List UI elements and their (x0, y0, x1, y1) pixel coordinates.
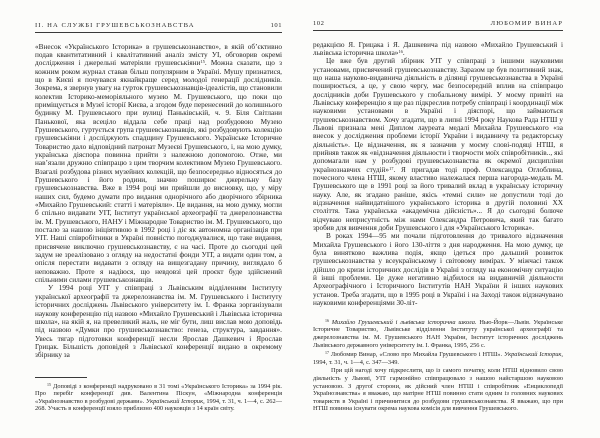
running-title-author: ЛЮБОМИР ВИНАР (490, 20, 563, 27)
footnotes-right (313, 319, 563, 413)
header-rule-left (35, 32, 282, 33)
footnote-separator-rule (35, 377, 87, 378)
footnote-15: $^{15}$ Доповіді з конференції надруковано в 31 томі «Українського Історика» за 1994 рік. Про перебіг конференції див. Валентина Піскун, «Міжнародна конференція «Українознавство в розбудові держави». Український Історик, 1994, т. 31, ч. 1—4, с. 262—268. Участь в конференції взяло приблизно 400 науковців з 14 країн світу. (35, 381, 282, 413)
page-number-right: 102 (313, 20, 325, 27)
body-text-right (313, 41, 563, 315)
footnote-17-continuation: При цій нагоді хочу підкреслити, що із самого початку, коли НТШ відновило свою діяльність у Львові, УІТ гармонійно співпрацювало з нашою найстаршою науковою установою. З другої сторони, як дійсний член НТШ і співробітник «Енциклопедії Українознавства» я вважаю, що матірне НТШ повинно стати одним із головних наукових товариств в Україні і причинитися до розбудови грушевськознавства. Я вважаю, що при НТШ повинна існувати окрема наукова комісія для вивчення Грушевського. (313, 367, 563, 413)
page-number-left: 101 (270, 22, 282, 29)
running-head-right (313, 20, 563, 27)
body-text-left (35, 43, 282, 374)
paragraph: В роках 1994—95 ми почали підготовлення до тривалого відзначення Михайла Грушевського і його 130-ліття з дня народження. На мою думку, це була винятково важлива подія, якщо ідеться про дальший розвиток грушевськознавства у всеукраїнському і світовому вимірах. У міжчасі також дійшло до кризи історичних дослідів в Україні з огляду на економічну ситуацію й інші проблеми. Це дуже негативно відбилося на видавничій діяльности Археографічного і Історичного Інститутів НАН України й інших наукових установ. Треба згадати, що в 1995 році в Україні і на Заході також відзначувано науковими конференціями 30-літ- (313, 232, 563, 308)
section-title: ІІ. НА СЛУЖБІ ГРУШЕВСЬКОЗНАВСТВА (35, 22, 195, 29)
footnote-17: $^{17}$ Любомир Винар, «Слово про Михайла Грушевського і НТШ». Український Історик, 1994, т. 31, ч. 1—4, с. 347—349. (313, 350, 563, 366)
paragraph: «Внесок «Українського Історика» в грушевськознавство», в якій об’єктивно подав квантитативний і квалітативний аналіз змісту УІ, обговорив окремі дослідження і джерельні матеріяли грушевськіяни$^{15}$. Можна сказати, що з кожним роком журнал ставав більш популярним в Україні. Мушу признатися, що в Києві я почувався якнайкраще серед молодої генерації дослідників. Зокрема, я звернув увагу на гурток грушевськознавців-ідеалістів, що становили колектив Історико-меморіяльного музею М. Грушевського, що поки що приміщується в Музеї історії Києва, а згодом буде перенесений до колишнього будинку М. Грушевського при вулиці Паньківській, ч. 9. Біля Світлани Панькової, яка всеціло віддала себе праці над розбудовою Музею Грушевського, гуртується група грушевськознавців, які розбудовують колекцію грушевськіяни і досліджують спадщину Грушевського. Українське Історичне Товариство дало відповідний патронат Музеєві Грушевського, і, на мою думку, українська діяспора повинна прийти з належною допомогою. Отже, ми нав’язали дружню співпрацю з цим творчим колективом Музею Грушевського. Взагалі розбудова різних музейних колекцій, що безпосередньо відносяться до Грушевського і його родини, значно поширює джерельну базу грушевськознавства. Вже в 1994 році ми прийшли до висновку, що, у міру наших сил, будемо думати про видання однорічного або дворічного збірника «Михайло Грушевський: статті і матеріяли». Це видання, на мою думку, могли б спільно видавати УІТ, Інститут української археографії та джерелознавства ім. М. Грушевського, НАНУ і Міжнародне Товариство ім. М. Грушевського, що постало за нашою ініціятивою в 1992 році і діє як автономна організація при УІТ. Наші співробітники в Україні повністю погоджувалися, що таке видання, присвячене виключно грушевськознавству, є на часі. Проте до сьогодні цей задум не зреалізовано з огляду на недостатні фонди УІТ, а видати один том, а опісля перестати видавати з огляду на вищезгадану причину, виглядало б неповажно. Проте я надіюся, що невдовзі цей проєкт буде здійснений спільними силами грушевськознавців. (35, 42, 282, 285)
footnote-16: $^{16}$ Михайло Грушевський і львівська історична школа. Нью-Йорк—Львів. Українське Історичне Товариство, Львівське відділення Інституту української археографії та джерелознавства ім. М. Грушевського НАН України, Інститут історичних досліджень Львівського державного університету ім. І. Франка, 1995, 256 с. (313, 318, 563, 349)
paragraph: У 1994 році УІТ у співпраці з Львівським відділенням Інституту української археографії та джерелознавства ім. М. Грушевського і Інституту історичних досліджень Львівського університету ім. І. Франка зорганізували наукову конференцію під назвою «Михайло Грушевський і Львівська історична школа», на якій я, на превеликий жаль, не міг бути, лиш вислав мою доповідь під назвою «Думки про грушевськознавство: генеза, структура, завдання». Увесь тягар підготовки конференції несли Ярослав Дашкевич і Ярослав Грицак. Більшість доповідей з Львівської конференції видано в окремому збірнику за (35, 284, 282, 360)
paragraph: Це вже був другий збірник УІТ у співпраці з іншими науковими установами, присвячений грушевськознавству. Заразом це був позитивний знак, що наша науково-видавнича діяльність в ділянці грушевськознавства в Україні поширюється, а це, у свою чергу, має безпосередній вплив на співпрацю дослідників доби Грушевського у глобальному вимірі. У моєму привіті на Львівську конференцію я ще раз підкреслив потребу співпраці і координації між науковими установами в Україні і діяспорі, що займаються грушевськознавством. Хочу згадати, що в липні 1994 року Наукова Рада НТШ у Львові признала мені Диплом лауреата медалі Михайла Грушевського «за внесок у дослідження проблеми історії України і видавничу та редакторську діяльність». Це відзначення, як я зазначив у моєму слові-подяці НТШ, я прийняв також як «відзначення діяльности і творчости моїх співробітників.., які допомагали нам у розбудові грушевськознавства як окремої дисципліни українознавчих студій»$^{17}$. Я пригадав тоді проф. Олександра Оглоблина, почесного члена НТШ, якому властиво належалася перша нагорода-медаль М. Грушевського ще в 1991 році за його тривалий вклад в українську історичну науку. Але, як згадано раніше, якісь «темні сили» не допустили тоді до відзначення найвидатнішого українського історика в другій половині XX століття. Така українська «академічна дійсність»... Я до сьогодні болюче відчуваю неприсутність між нами Олександра Петровича, який так багато зробив для вивчення доби Грушевського і для «Українського Історика». (313, 57, 563, 233)
paragraph: редакцією Я. Грицака і Я. Дашкевича під назвою «Михайло Грушевський і львівська історична школа»$^{16}$. (313, 40, 563, 57)
footnotes-left (35, 377, 282, 413)
header-rule-right (313, 30, 563, 31)
running-head-left (35, 22, 282, 29)
page-right (300, 0, 600, 438)
